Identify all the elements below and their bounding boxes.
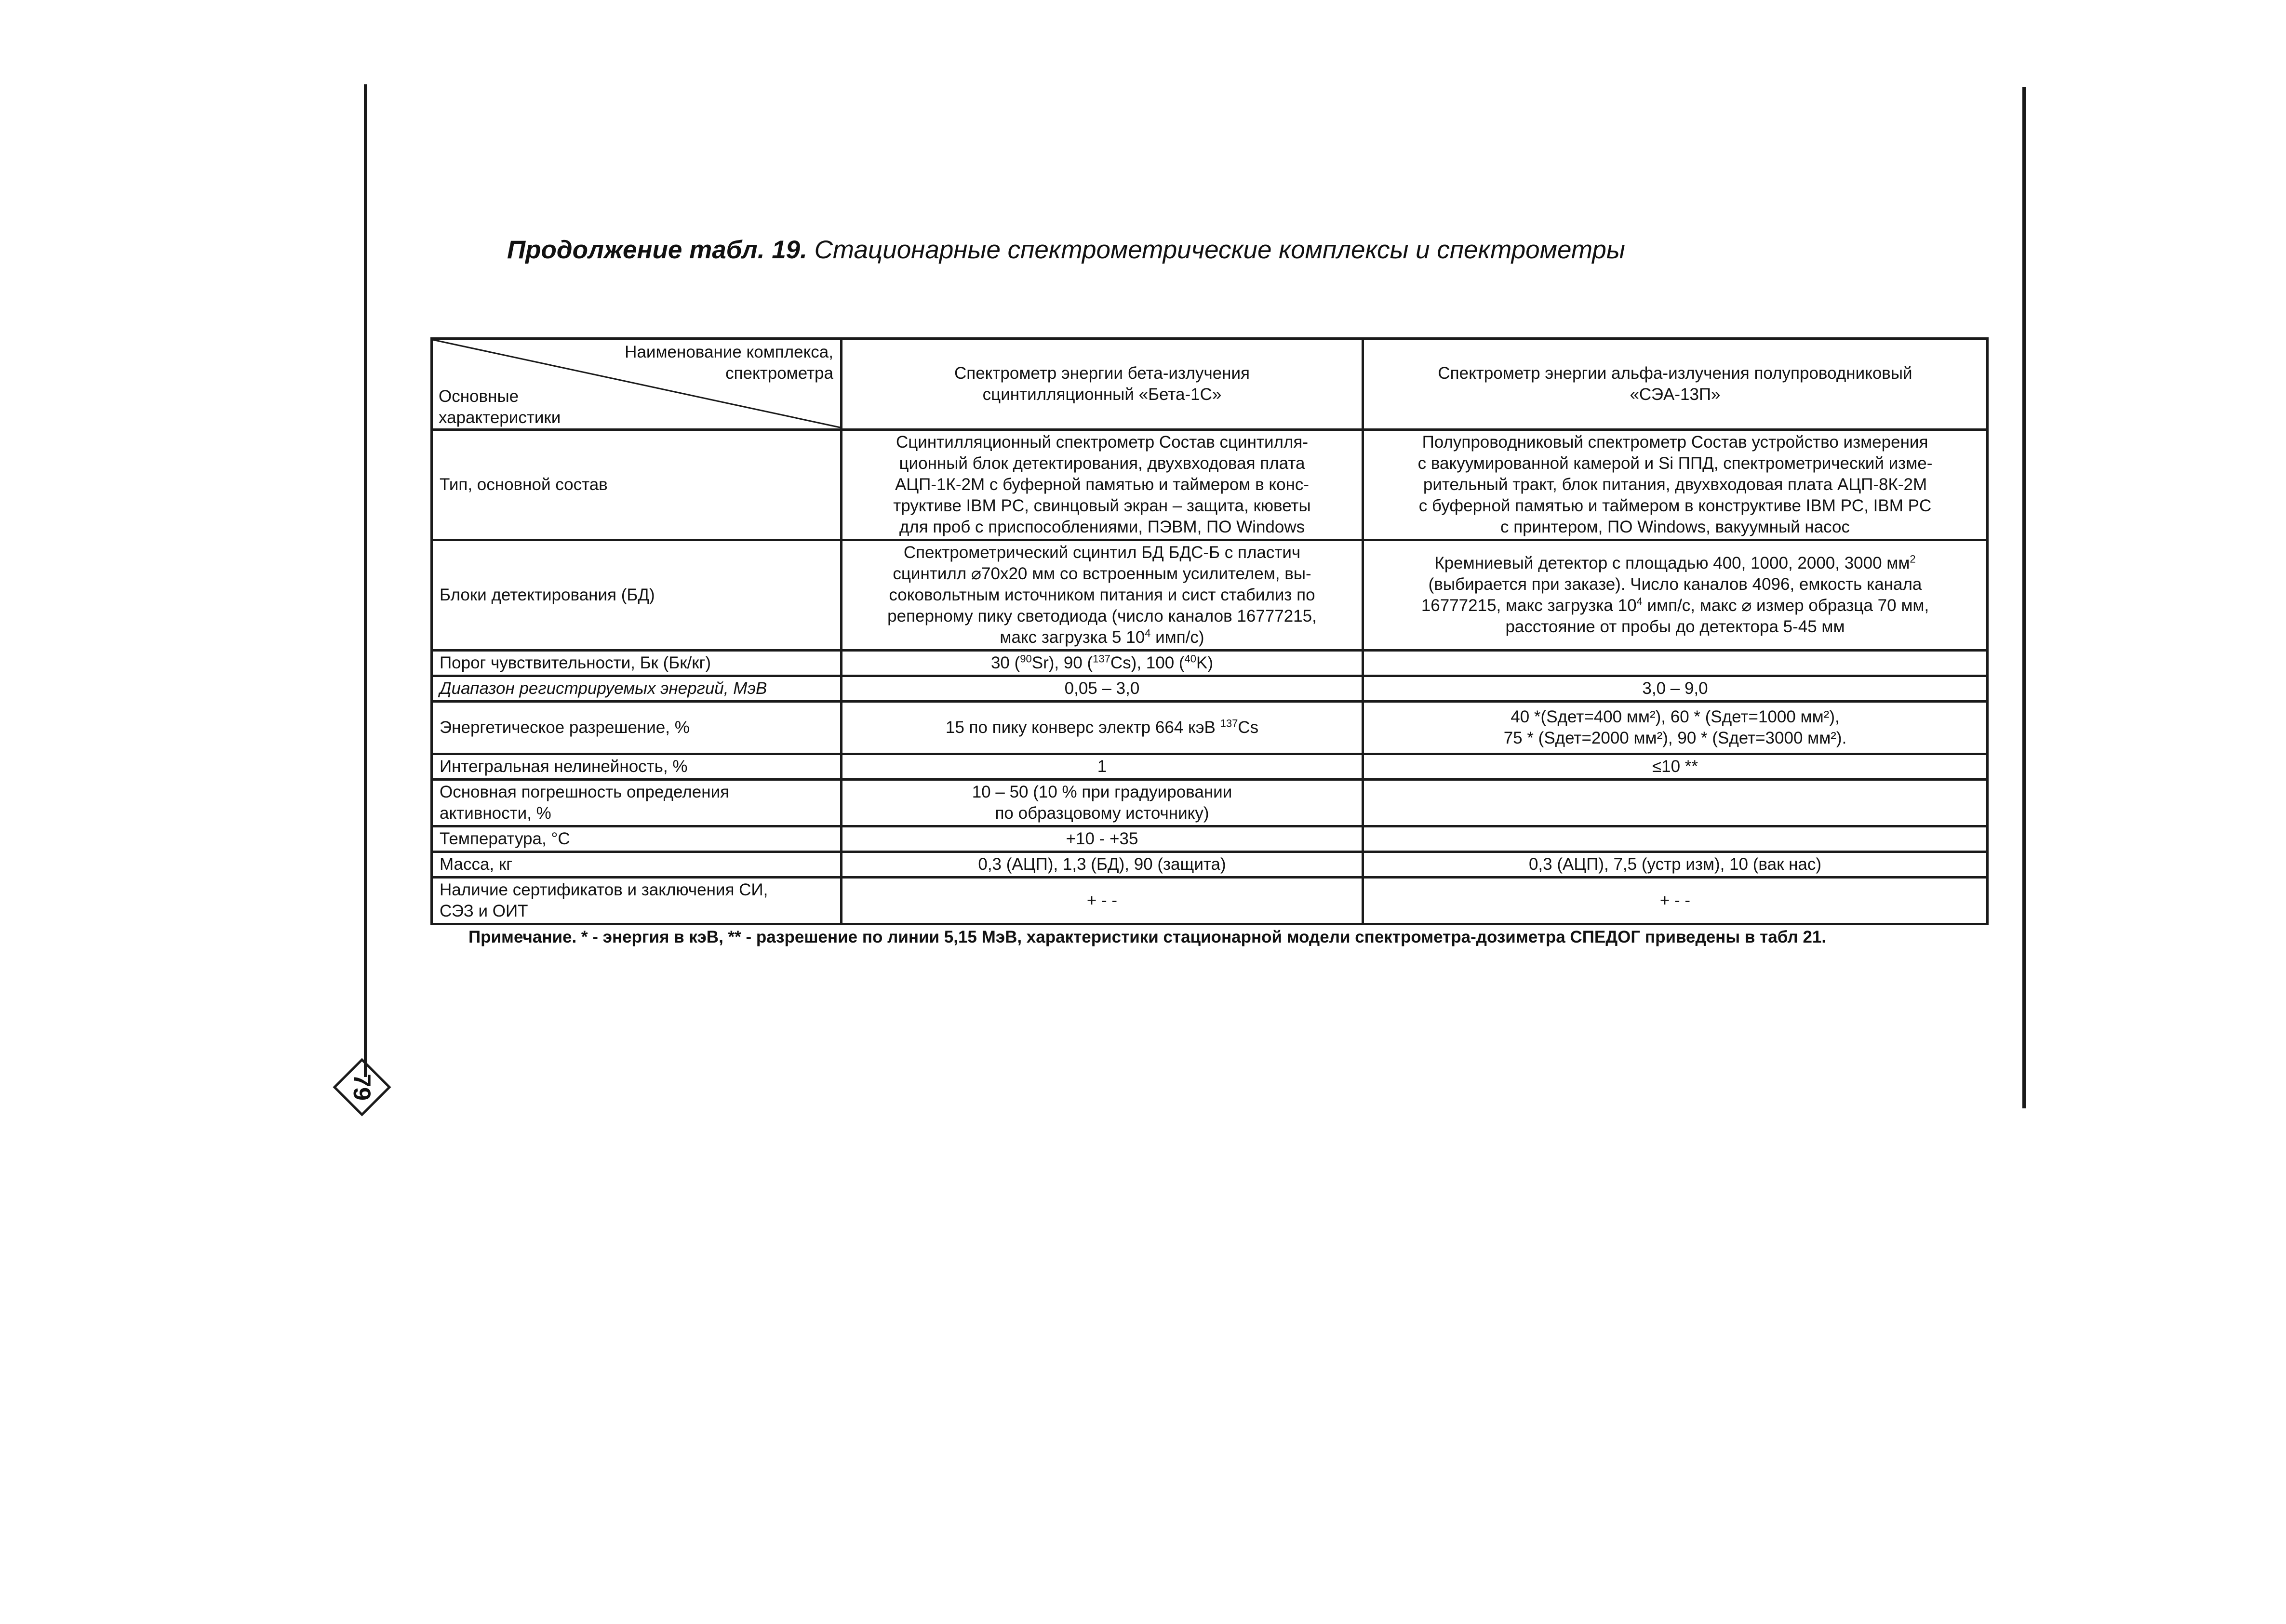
cell-certificates-alpha: + - -: [1363, 878, 1988, 924]
page-number-badge: [333, 1058, 391, 1117]
corner-header-bottom: Основные характеристики: [439, 387, 561, 427]
table-title-bold: Продолжение табл. 19.: [507, 236, 807, 264]
cell-detector-beta: Спектрометрический сцинтил БД БДС-Б с пластич сцинтилл ⌀70х20 мм со встроенным усилителем, вы- соковольтным источником питания и сист стабилиз по реперному пику светодиода (число каналов 16777215, макс загрузка 5 $10^4$ имп/с): [842, 540, 1363, 651]
table-header-row: [432, 339, 1988, 430]
row-label-energy-range: Диапазон регистрируемых энергий, МэВ: [432, 676, 842, 702]
row-label-error: Основная погрешность определения активности, %: [432, 780, 842, 826]
row-label-type: Тип, основной состав: [432, 430, 842, 540]
cell-threshold-alpha: [1363, 651, 1988, 676]
table-footnote: Примечание. * - энергия в кэВ, ** - разрешение по линии 5,15 МэВ, характеристики стационарной модели спектрометра-дозиметра СПЕДОГ приведены в табл 21.: [468, 928, 1827, 946]
cell-temperature-beta: +10 - +35: [842, 826, 1363, 852]
cell-range-alpha: 3,0 – 9,0: [1363, 676, 1988, 702]
page-number: 79: [348, 1074, 375, 1101]
table-row: [432, 540, 1988, 651]
cell-certificates-beta: + - -: [842, 878, 1363, 924]
row-label-detector: Блоки детектирования (БД): [432, 540, 842, 651]
row-label-certificates: Наличие сертификатов и заключения СИ, СЭЗ и ОИТ: [432, 878, 842, 924]
corner-header-top: Наименование комплекса, спектрометра: [625, 343, 833, 383]
spectrometer-table: [430, 337, 1989, 925]
cell-error-beta: 10 – 50 (10 % при градуировании по образцовому источнику): [842, 780, 1363, 826]
header-beta-1c: Спектрометр энергии бета-излучения сцинтилляционный «Бета-1С»: [842, 339, 1363, 430]
table-row: [432, 754, 1988, 780]
cell-temperature-alpha: [1363, 826, 1988, 852]
cell-type-beta: Сцинтилляционный спектрометр Состав сцинтилля- ционный блок детектирования, двухвходовая плата АЦП-1К-2М с буферной памятью и таймером в конс- труктиве IBM PC, свинцовый экран – защита, кюветы для проб с приспособлениями, ПЭВМ, ПО Windows: [842, 430, 1363, 540]
table-title-rest: Стационарные спектрометрические комплексы и спектрометры: [807, 236, 1625, 264]
cell-mass-alpha: 0,3 (АЦП), 7,5 (устр изм), 10 (вак нас): [1363, 852, 1988, 878]
cell-nonlinearity-beta: 1: [842, 754, 1363, 780]
row-label-threshold: Порог чувствительности, Бк (Бк/кг): [432, 651, 842, 676]
header-sea-13p: Спектрометр энергии альфа-излучения полупроводниковый «СЭА-13П»: [1363, 339, 1988, 430]
table-row: [432, 651, 1988, 676]
cell-type-alpha: Полупроводниковый спектрометр Состав устройство измерения с вакуумированной камерой и Si ППД, спектрометрический изме- рительный тракт, блок питания, двухвходовая плата АЦП-8К-2М с буферной памятью и таймером в конструктиве IBM PC, IBM PC с принтером, ПО Windows, вакуумный насос: [1363, 430, 1988, 540]
cell-nonlinearity-alpha: ≤10 **: [1363, 754, 1988, 780]
cell-error-alpha: [1363, 780, 1988, 826]
table-row: [432, 430, 1988, 540]
cell-range-beta: 0,05 – 3,0: [842, 676, 1363, 702]
cell-detector-alpha: Кремниевый детектор с площадью 400, 1000, 2000, 3000 $мм^2$ (выбирается при заказе). Число каналов 4096, емкость канала 16777215, макс загрузка $10^4$ имп/с, макс ⌀ измер образца 70 мм, расстояние от пробы до детектора 5-45 мм: [1363, 540, 1988, 651]
table-row: [432, 852, 1988, 878]
right-margin-rule: [2022, 87, 2026, 1108]
cell-resolution-alpha: 40 *(Sдет=400 мм²), 60 * (Sдет=1000 мм²), 75 * (Sдет=2000 мм²), 90 * (Sдет=3000 мм²).: [1363, 702, 1988, 754]
row-label-temperature: Температура, °С: [432, 826, 842, 852]
cell-threshold-beta: 30 ($^{90}$Sr), 90 ($^{137}$Cs), 100 ($^{40}$K): [842, 651, 1363, 676]
table-title: [507, 235, 1625, 265]
table-row: [432, 780, 1988, 826]
corner-header-cell: [432, 339, 842, 430]
table-row: [432, 676, 1988, 702]
left-margin-rule: [364, 84, 367, 1077]
table-row: [432, 826, 1988, 852]
table-row: [432, 702, 1988, 754]
cell-mass-beta: 0,3 (АЦП), 1,3 (БД), 90 (защита): [842, 852, 1363, 878]
row-label-nonlinearity: Интегральная нелинейность, %: [432, 754, 842, 780]
table-row: [432, 878, 1988, 924]
row-label-mass: Масса, кг: [432, 852, 842, 878]
row-label-resolution: Энергетическое разрешение, %: [432, 702, 842, 754]
cell-resolution-beta: 15 по пику конверс электр 664 кэВ $^{137}$Cs: [842, 702, 1363, 754]
